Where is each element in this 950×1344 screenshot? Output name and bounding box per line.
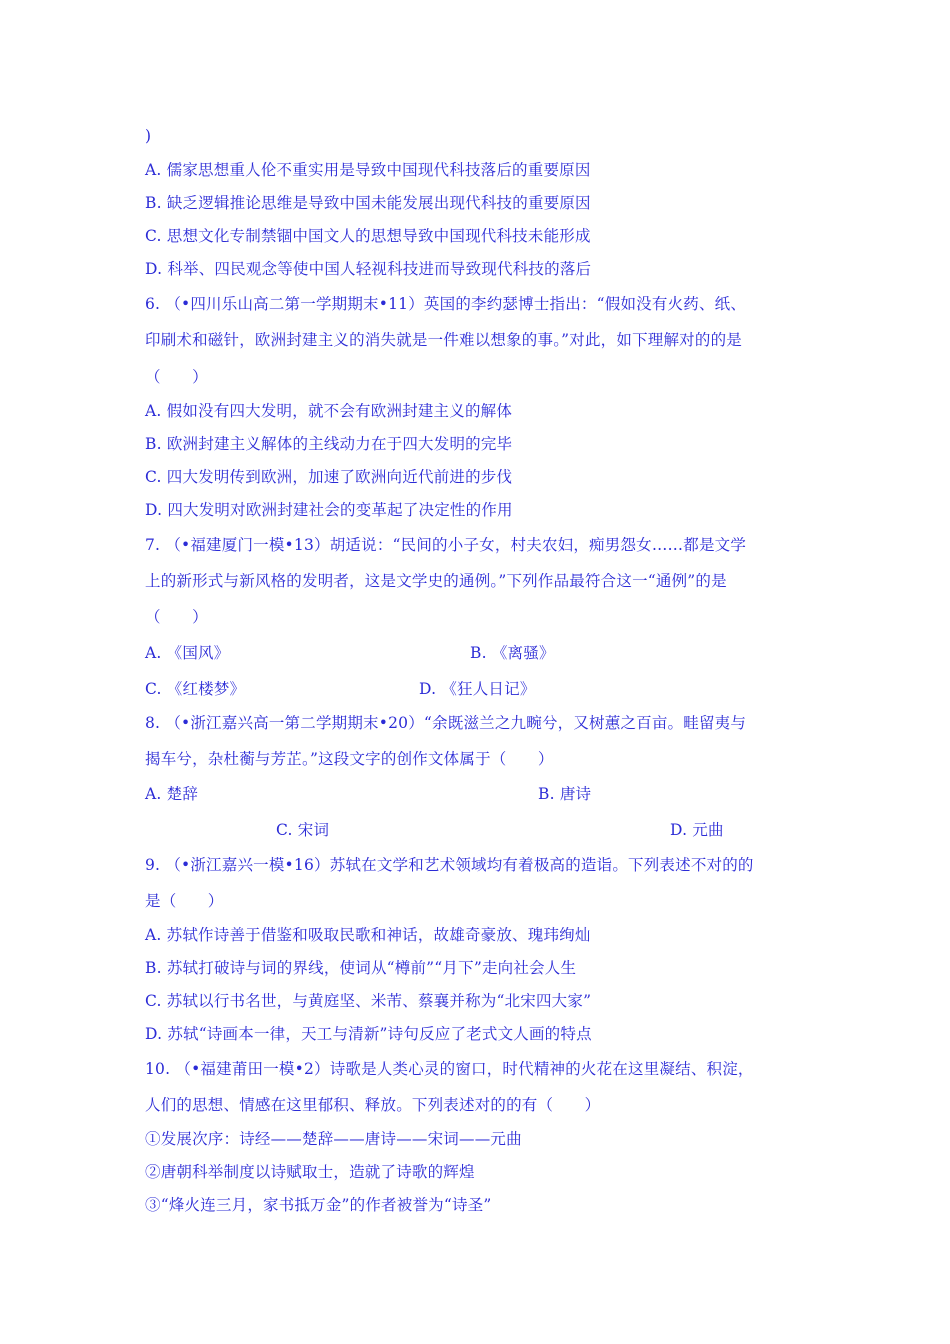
question-line: 6. （•四川乐山高二第一学期期末•11）英国的李约瑟博士指出：“假如没有火药、纸、 xyxy=(145,295,747,313)
answer-bracket: （ ） xyxy=(145,368,208,386)
option-line: B. 《离骚》 xyxy=(470,644,555,662)
answer-bracket: （ ） xyxy=(145,608,208,626)
option-line: C. 思想文化专制禁锢中国文人的思想导致中国现代科技未能形成 xyxy=(145,227,591,245)
option-line: B. 缺乏逻辑推论思维是导致中国未能发展出现代科技的重要原因 xyxy=(145,194,591,212)
question-line: 印刷术和磁针，欧洲封建主义的消失就是一件难以想象的事。”对此，如下理解对的的是 xyxy=(145,331,742,349)
option-line: A. 苏轼作诗善于借鉴和吸取民歌和神话，故雄奇豪放、瑰玮绚灿 xyxy=(145,926,591,944)
question-line: 揭车兮，杂杜蘅与芳芷。”这段文字的创作文体属于（ ） xyxy=(145,750,554,768)
option-line: D. 苏轼“诗画本一律，天工与清新”诗句反应了老式文人画的特点 xyxy=(145,1025,592,1043)
question-line: 8. （•浙江嘉兴高一第二学期期末•20）“余既滋兰之九畹兮，又树蕙之百亩。畦留夷与 xyxy=(145,714,747,732)
question-line: 人们的思想、情感在这里郁积、释放。下列表述对的的有（ ） xyxy=(145,1096,601,1114)
option-line: B. 欧洲封建主义解体的主线动力在于四大发明的完毕 xyxy=(145,435,513,453)
option-line: D. 四大发明对欧洲封建社会的变革起了决定性的作用 xyxy=(145,501,513,519)
statement-line: ①发展次序：诗经——楚辞——唐诗——宋词——元曲 xyxy=(145,1130,522,1148)
statement-line: ②唐朝科举制度以诗赋取士，造就了诗歌的辉煌 xyxy=(145,1163,475,1181)
text-line: ) xyxy=(145,127,152,145)
option-line: B. 唐诗 xyxy=(538,785,592,803)
option-line: B. 苏轼打破诗与词的界线，使词从“樽前”“月下”走向社会人生 xyxy=(145,959,577,977)
question-line: 9. （•浙江嘉兴一模•16）苏轼在文学和艺术领域均有着极高的造诣。下列表述不对的的 xyxy=(145,856,754,874)
option-line: D. 科举、四民观念等使中国人轻视科技进而导致现代科技的落后 xyxy=(145,260,592,278)
statement-line: ③“烽火连三月，家书抵万金”的作者被誉为“诗圣” xyxy=(145,1196,492,1214)
option-line: A. 假如没有四大发明，就不会有欧洲封建主义的解体 xyxy=(145,402,513,420)
question-line: 上的新形式与新风格的发明者，这是文学史的通例。”下列作品最符合这一“通例”的是 xyxy=(145,572,727,590)
question-line: 7. （•福建厦门一模•13）胡适说：“民间的小子女，村夫农妇，痴男怨女……都是文学 xyxy=(145,536,747,554)
option-line: C. 四大发明传到欧洲，加速了欧洲向近代前进的步伐 xyxy=(145,468,513,486)
option-line: C. 《红楼梦》 xyxy=(145,680,246,698)
option-line: A. 楚辞 xyxy=(145,785,199,803)
question-line: 10. （•福建莆田一模•2）诗歌是人类心灵的窗口，时代精神的火花在这里凝结、积淀， xyxy=(145,1060,754,1078)
option-line: D. 《狂人日记》 xyxy=(419,680,536,698)
option-line: C. 宋词 xyxy=(276,821,330,839)
option-line: D. 元曲 xyxy=(670,821,724,839)
option-line: A. 儒家思想重人伦不重实用是导致中国现代科技落后的重要原因 xyxy=(145,161,591,179)
option-line: C. 苏轼以行书名世，与黄庭坚、米芾、蔡襄并称为“北宋四大家” xyxy=(145,992,592,1010)
option-line: A. 《国风》 xyxy=(145,644,230,662)
question-line: 是（ ） xyxy=(145,892,224,910)
